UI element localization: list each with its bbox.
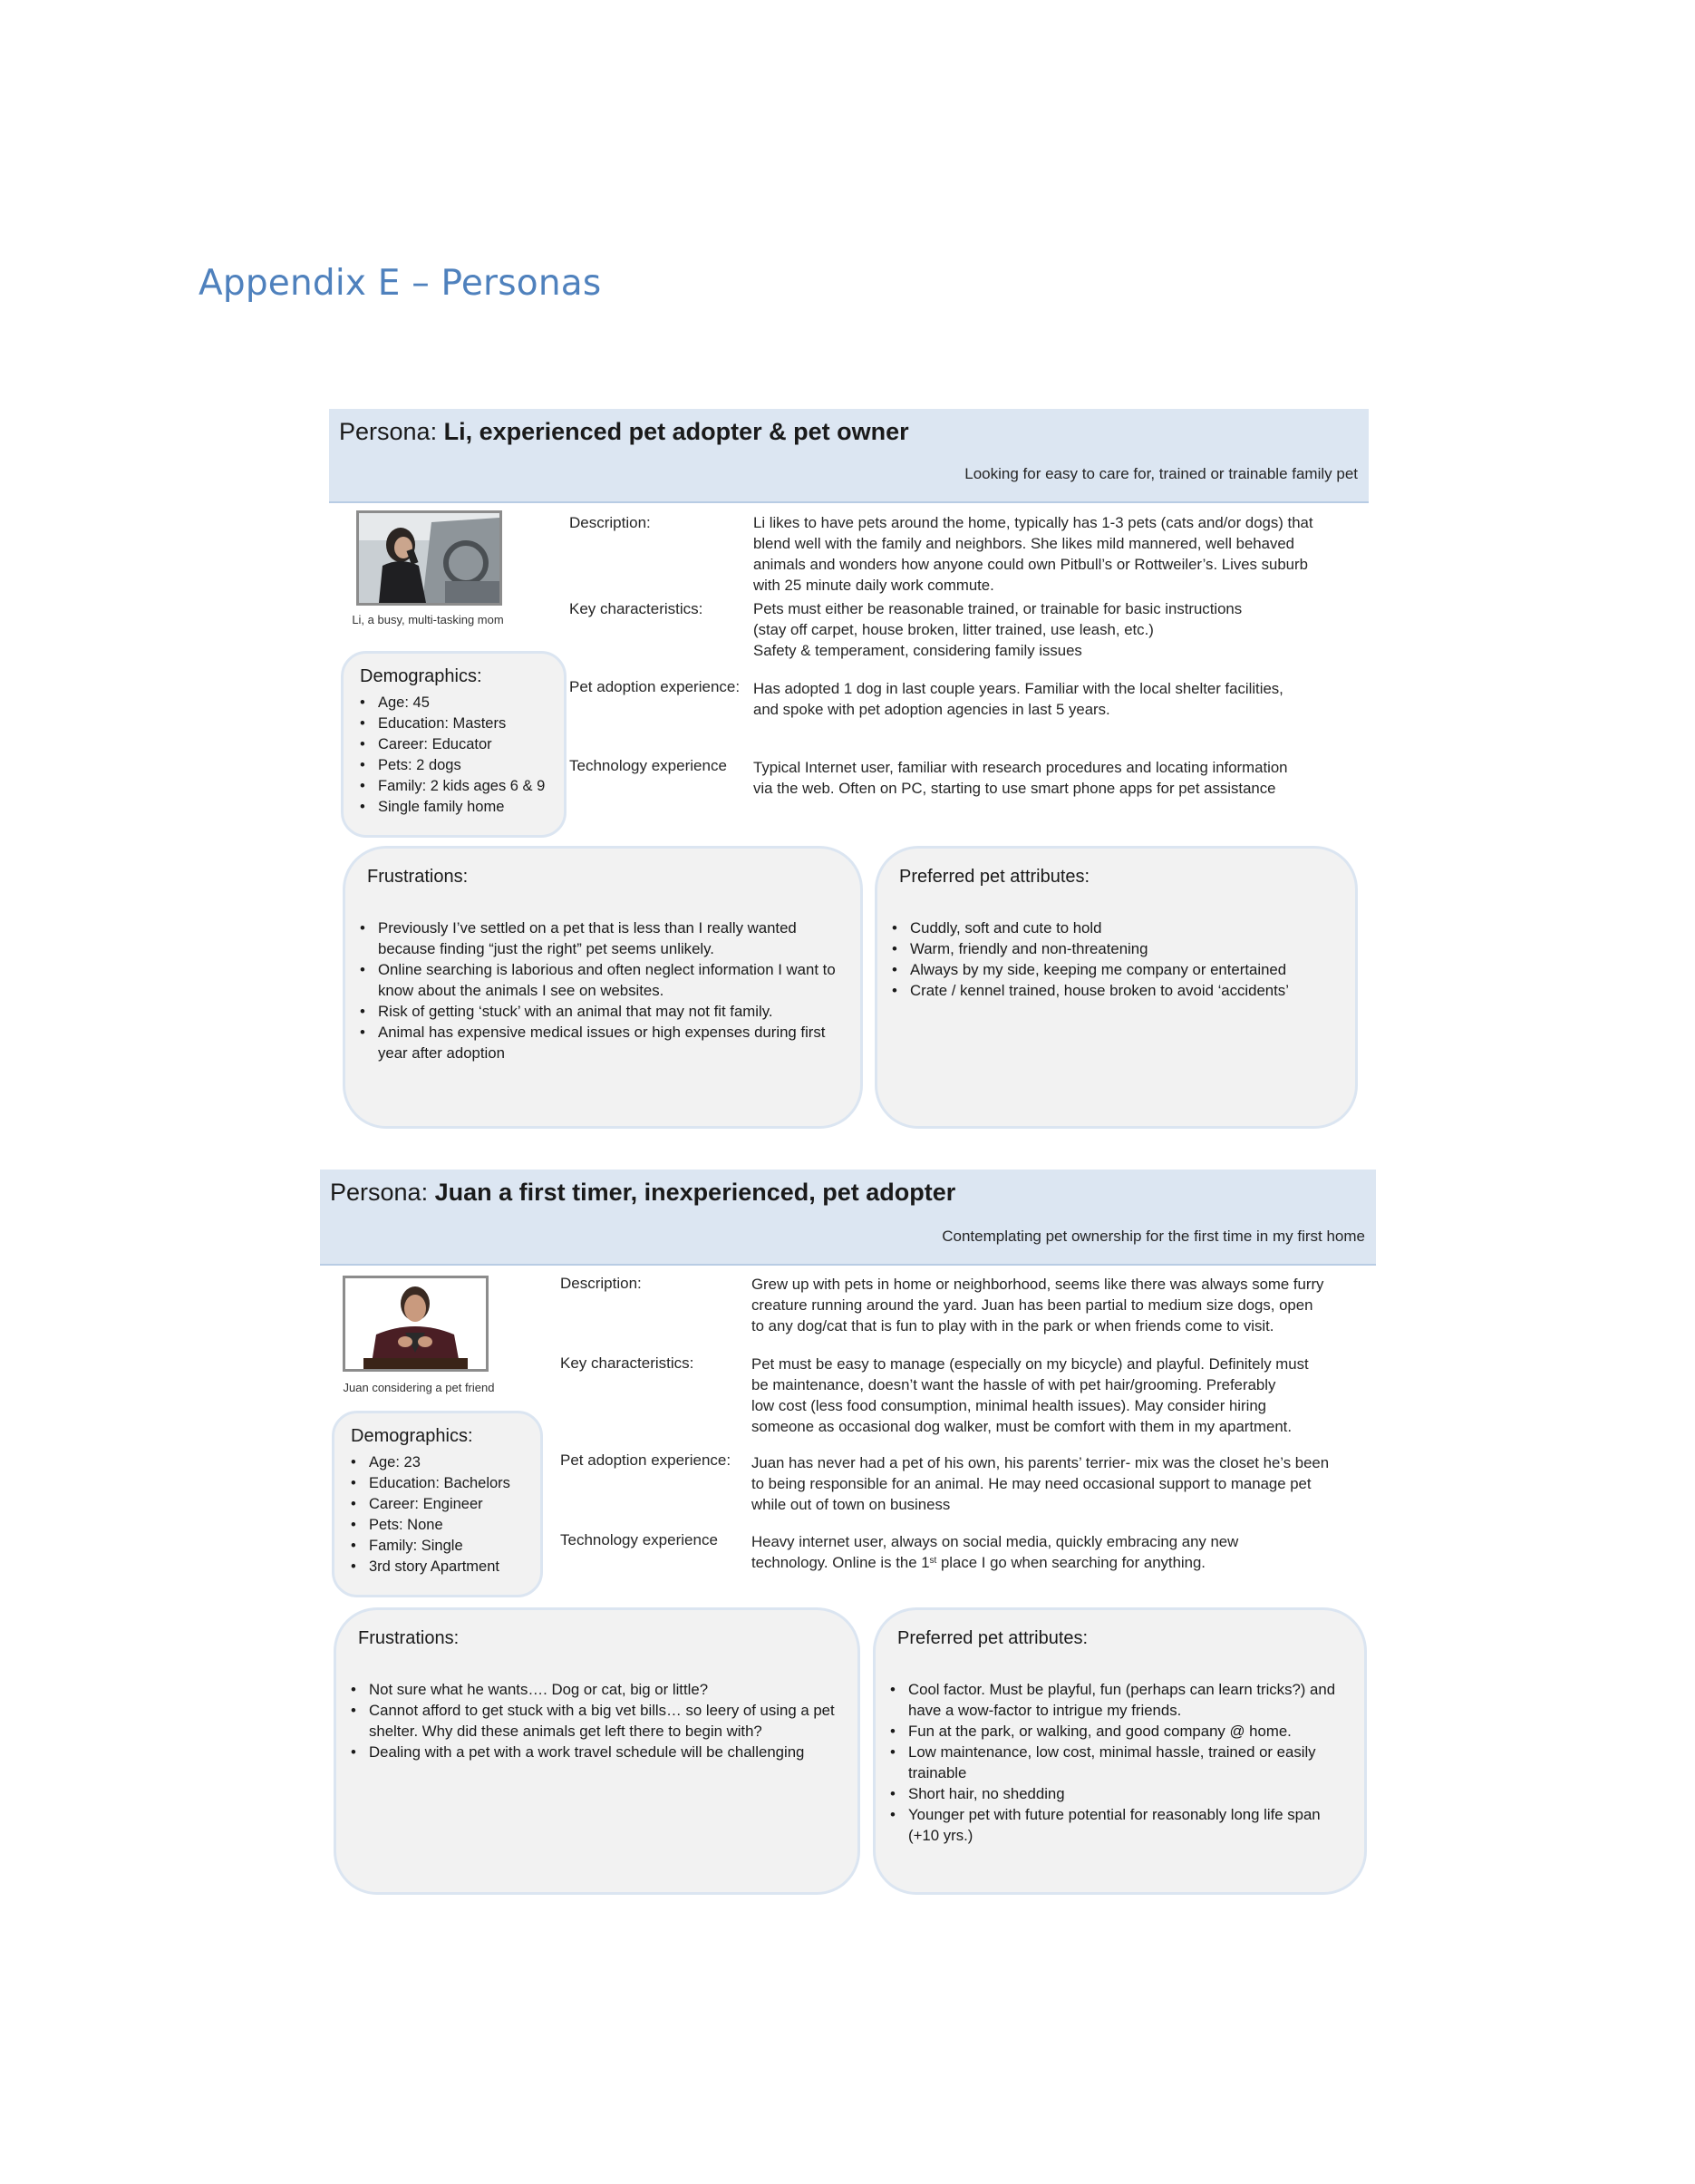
persona-prefix: Persona: [330, 1179, 435, 1206]
technology-experience-label: Technology experience [569, 757, 727, 774]
list-item: • Age: 45 [358, 693, 558, 713]
adoption-experience-label: Pet adoption experience: [569, 678, 741, 695]
list-item: • Low maintenance, low cost, minimal hassle, trained or easily trainable [888, 1742, 1348, 1783]
preferred-attributes-title: Preferred pet attributes: [899, 867, 1090, 887]
persona-photo [343, 1276, 489, 1372]
demographics-box [332, 1411, 543, 1597]
demographics-title: Demographics: [351, 1426, 473, 1446]
description-label: Description: [560, 1275, 642, 1292]
text-line: and spoke with pet adoption agencies in last 5 years. [753, 701, 1110, 718]
key-characteristics-text [751, 1354, 1354, 1437]
list-item: • Education: Bachelors [349, 1473, 535, 1494]
text-line: (stay off carpet, house broken, litter trained, use leash, etc.) [753, 621, 1154, 638]
list-item: • Cool factor. Must be playful, fun (perhaps can learn tricks?) and have a wow-factor to intrigue my friends. [888, 1679, 1348, 1721]
text-line: Pet must be easy to manage (especially on my bicycle) and playful. Definitely must [751, 1355, 1309, 1373]
demographics-title: Demographics: [360, 666, 482, 686]
persona-tagline: Looking for easy to care for, trained or trainable family pet [964, 465, 1358, 482]
text-line: with 25 minute daily work commute. [753, 577, 994, 594]
list-item: • Short hair, no shedding [888, 1783, 1348, 1804]
text-line: Li likes to have pets around the home, typically has 1-3 pets (cats and/or dogs) that [753, 514, 1313, 531]
description-text [753, 512, 1351, 596]
list-item: • Pets: 2 dogs [358, 755, 558, 776]
adoption-experience-text [751, 1452, 1354, 1515]
text-line: be maintenance, doesn’t want the hassle of with pet hair/grooming. Preferably [751, 1376, 1276, 1393]
list-item: • Cannot afford to get stuck with a big vet bills… so leery of using a pet shelter. Why did these animals get left there to begin with? [349, 1700, 841, 1742]
text-line: Typical Internet user, familiar with research procedures and locating information [753, 759, 1288, 776]
photo-caption: Li, a busy, multi-tasking mom [352, 613, 504, 626]
preferred-attributes-panel [875, 846, 1358, 1129]
persona-title [330, 1179, 955, 1207]
list-item: • Career: Engineer [349, 1494, 535, 1515]
persona-banner [320, 1170, 1376, 1266]
list-item: • Always by my side, keeping me company or entertained [890, 959, 1339, 980]
adoption-experience-label: Pet adoption experience: [560, 1451, 731, 1469]
persona-prefix: Persona: [339, 418, 444, 445]
persona-name: Li, experienced pet adopter & pet owner [443, 418, 909, 445]
frustrations-panel [343, 846, 863, 1129]
description-text [751, 1274, 1354, 1336]
text-line: Juan has never had a pet of his own, his parents’ terrier- mix was the closet he’s been [751, 1454, 1330, 1471]
list-item: • Dealing with a pet with a work travel schedule will be challenging [349, 1742, 841, 1762]
technology-experience-label: Technology experience [560, 1531, 718, 1548]
description-label: Description: [569, 514, 651, 531]
text-line: via the web. Often on PC, starting to use smart phone apps for pet assistance [753, 780, 1276, 797]
list-item: • Online searching is laborious and often neglect information I want to know about the animals I see on websites. [358, 959, 844, 1001]
text-line: Safety & temperament, considering family issues [753, 642, 1082, 659]
persona-card-li [329, 409, 1369, 1133]
page-title: Appendix E – Personas [199, 263, 602, 304]
persona-tagline: Contemplating pet ownership for the first time in my first home [942, 1228, 1365, 1245]
list-item: • Fun at the park, or walking, and good company @ home. [888, 1721, 1348, 1742]
list-item: • Career: Educator [358, 734, 558, 755]
text-line: Has adopted 1 dog in last couple years. Familiar with the local shelter facilities, [753, 680, 1283, 697]
persona-photo [356, 510, 502, 606]
list-item: • 3rd story Apartment [349, 1557, 535, 1577]
frustrations-title: Frustrations: [367, 867, 469, 887]
list-item: • Pets: None [349, 1515, 535, 1536]
demographics-list [358, 693, 558, 818]
key-characteristics-label: Key characteristics: [569, 600, 703, 617]
list-item: • Family: 2 kids ages 6 & 9 [358, 776, 558, 797]
text-line: to any dog/cat that is fun to play with in the park or when friends come to visit. [751, 1317, 1274, 1335]
frustrations-panel [334, 1607, 860, 1895]
list-item: • Not sure what he wants…. Dog or cat, big or little? [349, 1679, 841, 1700]
list-item: • Risk of getting ‘stuck’ with an animal that may not fit family. [358, 1001, 844, 1022]
preferred-attributes-list [888, 1679, 1348, 1846]
text-line: Grew up with pets in home or neighborhood, seems like there was always some furry [751, 1276, 1324, 1293]
persona-card-juan [320, 1170, 1376, 1900]
preferred-attributes-panel [873, 1607, 1367, 1895]
text-line: while out of town on business [751, 1496, 951, 1513]
demographics-list [349, 1452, 535, 1577]
text-line: to being responsible for an animal. He may need occasional support to manage pet [751, 1475, 1312, 1492]
persona-name: Juan a first timer, inexperienced, pet adopter [434, 1179, 956, 1206]
frustrations-list [358, 917, 844, 1063]
list-item: • Education: Masters [358, 713, 558, 734]
list-item: • Family: Single [349, 1536, 535, 1557]
technology-experience-text [751, 1531, 1354, 1573]
technology-experience-text [753, 757, 1351, 799]
list-item: • Crate / kennel trained, house broken to avoid ‘accidents’ [890, 980, 1339, 1001]
key-characteristics-label: Key characteristics: [560, 1354, 694, 1372]
text-line: someone as occasional dog walker, must be comfort with them in my apartment. [751, 1418, 1293, 1435]
list-item: • Younger pet with future potential for reasonably long life span (+10 yrs.) [888, 1804, 1348, 1846]
frustrations-title: Frustrations: [358, 1628, 460, 1648]
key-characteristics-text [753, 598, 1351, 661]
text-line: Heavy internet user, always on social media, quickly embracing any new [751, 1533, 1239, 1550]
list-item: • Previously I’ve settled on a pet that is less than I really wanted because finding “just the right” pet seems unlikely. [358, 917, 844, 959]
list-item: • Cuddly, soft and cute to hold [890, 917, 1339, 938]
preferred-attributes-list [890, 917, 1339, 1001]
demographics-box [341, 651, 567, 838]
adoption-experience-text [753, 678, 1351, 720]
text-line: low cost (less food consumption, minimal health issues). May consider hiring [751, 1397, 1267, 1414]
text-line: blend well with the family and neighbors. She likes mild mannered, well behaved [753, 535, 1294, 552]
frustrations-list [349, 1679, 841, 1762]
text-line: Pets must either be reasonable trained, or trainable for basic instructions [753, 600, 1243, 617]
text-line: technology. Online is the 1st place I go when searching for anything. [751, 1554, 1206, 1571]
text-line: creature running around the yard. Juan has been partial to medium size dogs, open [751, 1296, 1313, 1314]
photo-caption: Juan considering a pet friend [343, 1381, 495, 1394]
list-item: • Warm, friendly and non-threatening [890, 938, 1339, 959]
list-item: • Animal has expensive medical issues or high expenses during first year after adoption [358, 1022, 844, 1063]
persona-banner [329, 409, 1369, 503]
persona-title [339, 418, 909, 446]
list-item: • Age: 23 [349, 1452, 535, 1473]
text-line: animals and wonders how anyone could own Pitbull’s or Rottweiler’s. Lives suburb [753, 556, 1308, 573]
preferred-attributes-title: Preferred pet attributes: [897, 1628, 1089, 1648]
list-item: • Single family home [358, 797, 558, 818]
